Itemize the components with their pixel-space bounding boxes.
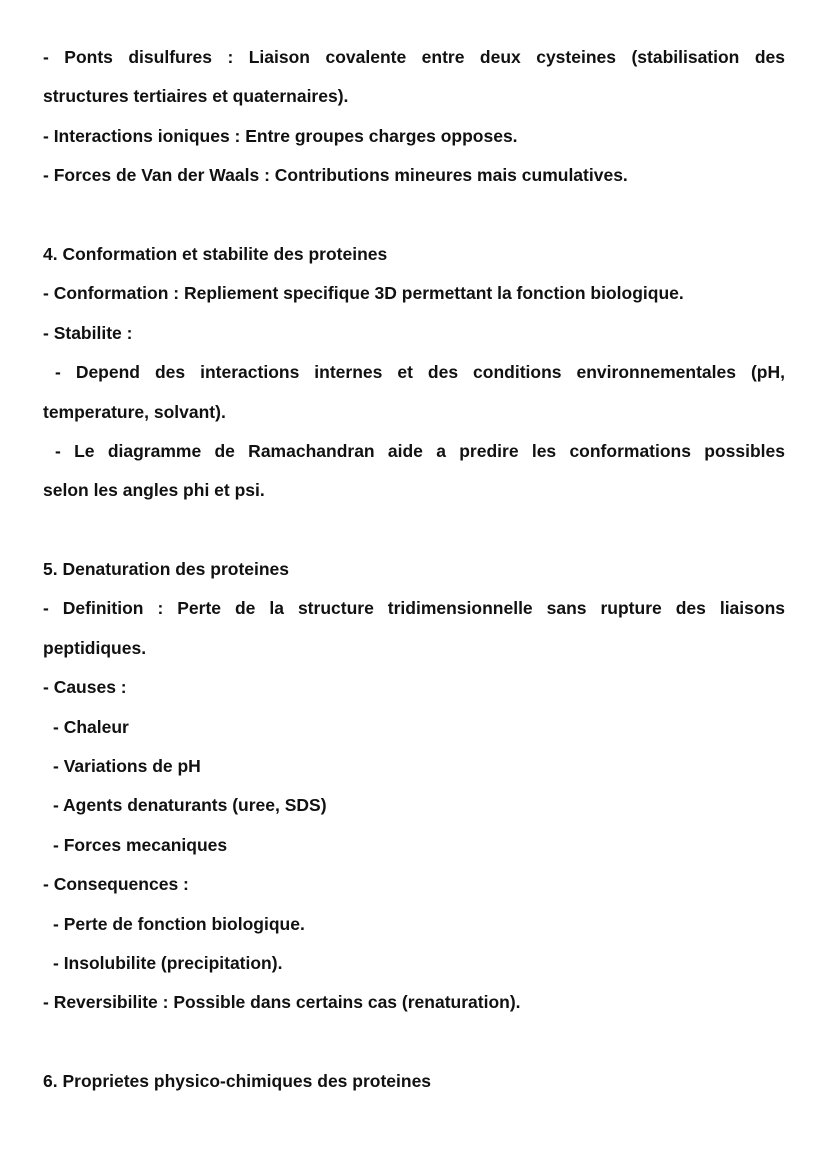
document-page	[43, 38, 785, 1102]
consequence-item: - Perte de fonction biologique.	[53, 913, 305, 934]
section-6-heading: 6. Proprietes physico-chimiques des proteines	[43, 1071, 432, 1092]
cause-item: - Agents denaturants (uree, SDS)	[53, 795, 327, 816]
stabilite-item: - Stabilite :	[43, 322, 133, 343]
section-4-heading: 4. Conformation et stabilite des proteines	[43, 243, 388, 264]
paragraph-gap	[43, 1023, 785, 1062]
definition-line-1: - Definition : Perte de la structure tridimensionnelle sans rupture des liaisons	[43, 598, 785, 619]
consequences-label: - Consequences :	[43, 874, 189, 895]
section-5-heading: 5. Denaturation des proteines	[43, 559, 290, 580]
paragraph-gap	[43, 196, 785, 235]
van-der-waals-item: - Forces de Van der Waals : Contributions mineures mais cumulatives.	[43, 165, 628, 186]
cause-item: - Variations de pH	[53, 756, 201, 777]
ramachandran-line-1: - Le diagramme de Ramachandran aide a predire les conformations possibles	[55, 440, 785, 461]
causes-label: - Causes :	[43, 677, 127, 698]
conformation-item: - Conformation : Repliement specifique 3D permettant la fonction biologique.	[43, 283, 684, 304]
ponts-disulfures-line-1: - Ponts disulfures : Liaison covalente entre deux cysteines (stabilisation des	[43, 47, 785, 67]
cause-item: - Forces mecaniques	[53, 834, 228, 855]
cause-item: - Chaleur	[53, 716, 129, 737]
ponts-disulfures-line-2: structures tertiaires et quaternaires).	[43, 86, 349, 107]
definition-line-2: peptidiques.	[43, 637, 147, 658]
reversibilite-item: - Reversibilite : Possible dans certains cas (renaturation).	[43, 992, 521, 1013]
depend-line-2: temperature, solvant).	[43, 401, 226, 422]
ramachandran-line-2: selon les angles phi et psi.	[43, 480, 265, 501]
interactions-ioniques-item: - Interactions ioniques : Entre groupes charges opposes.	[43, 125, 518, 146]
paragraph-gap	[43, 511, 785, 550]
consequence-item: - Insolubilite (precipitation).	[53, 952, 283, 973]
depend-line-1: - Depend des interactions internes et des conditions environnementales (pH,	[55, 362, 785, 383]
